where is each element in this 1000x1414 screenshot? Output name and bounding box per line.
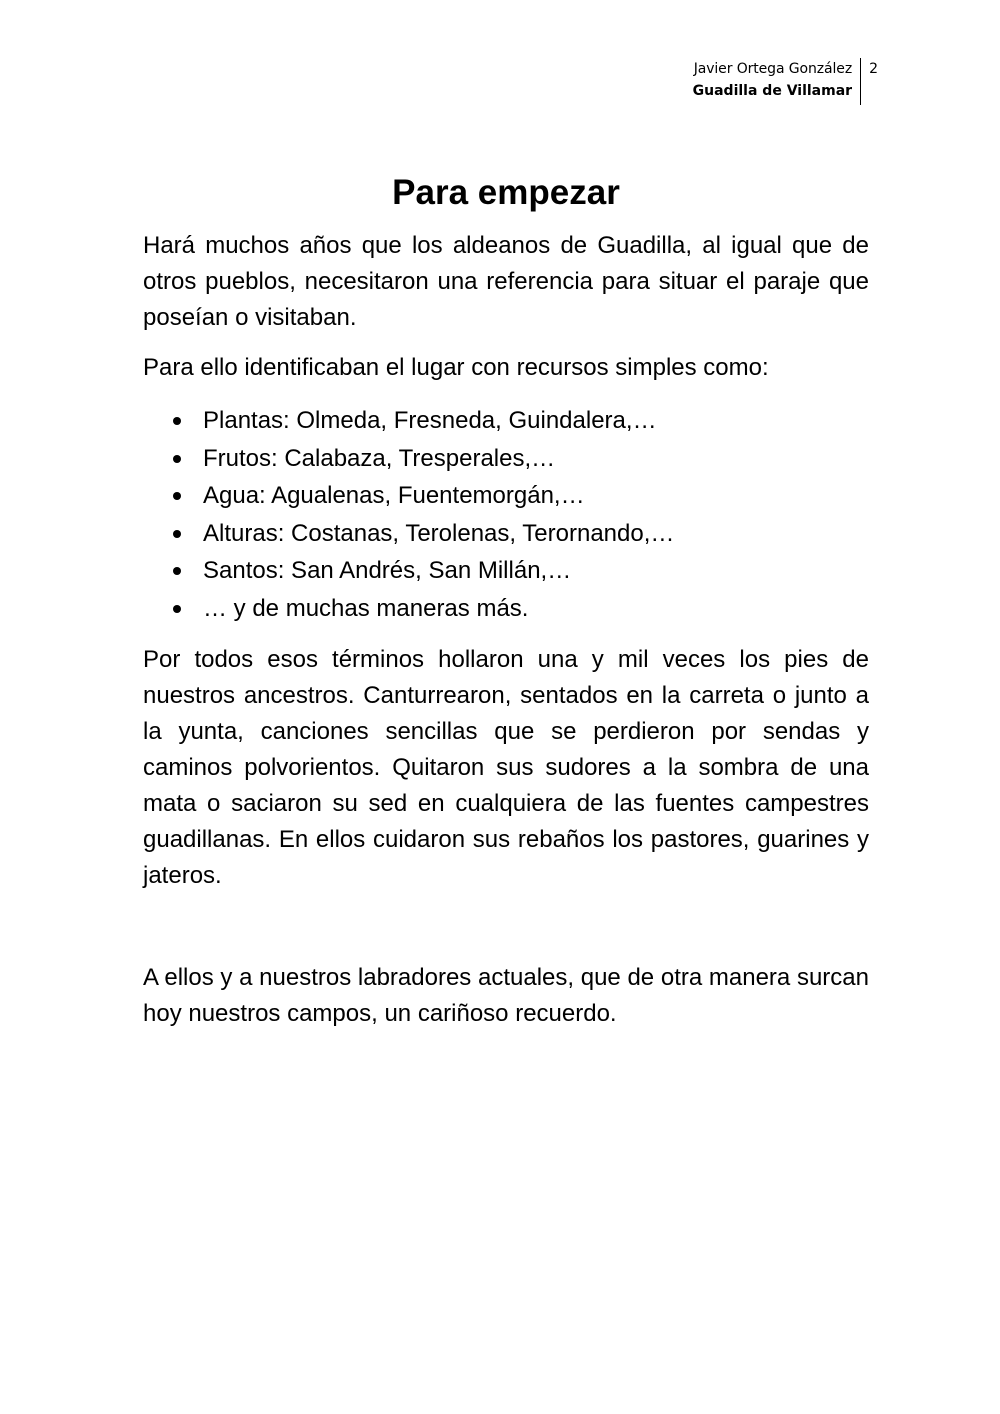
- list-item: [143, 477, 869, 515]
- bullet-dot-icon: [173, 492, 181, 500]
- list-item: [143, 440, 869, 478]
- bullet-dot-icon: [173, 417, 181, 425]
- bullet-dot-icon: [173, 567, 181, 575]
- list-item-text: Agua: Agualenas, Fuentemorgán,…: [203, 482, 585, 509]
- list-item: [143, 590, 869, 628]
- page-header: [693, 58, 878, 105]
- bullet-dot-icon: [173, 530, 181, 538]
- list-item-text: Alturas: Costanas, Terolenas, Terornando,…: [203, 519, 675, 547]
- lead-paragraph: Para ello identificaban el lugar con recursos simples como:: [143, 354, 769, 381]
- bullet-list: [143, 402, 869, 627]
- page-number: 2: [869, 61, 878, 77]
- list-item: [143, 552, 869, 590]
- list-item-text: Frutos: Calabaza, Tresperales,…: [203, 444, 556, 472]
- closing-paragraph: A ellos y a nuestros labradores actuales, que de otra manera surcan hoy nuestros campos, un cariñoso recuerdo.: [143, 964, 869, 1027]
- list-item-text: … y de muchas maneras más.: [203, 594, 529, 622]
- list-item-text: Plantas: Olmeda, Fresneda, Guindalera,…: [203, 407, 657, 434]
- header-text-block: [693, 58, 861, 105]
- intro-paragraph: Hará muchos años que los aldeanos de Guadilla, al igual que de otros pueblos, necesitaron una referencia para situar el paraje que poseían o visitaban.: [143, 232, 869, 331]
- list-item: [143, 515, 869, 553]
- bullet-dot-icon: [173, 605, 181, 613]
- header-author: Javier Ortega González: [693, 61, 853, 77]
- list-item: [143, 402, 869, 440]
- header-place: Guadilla de Villamar: [692, 83, 853, 99]
- page-content: [143, 170, 869, 1032]
- page-title: Para empezar: [392, 173, 620, 212]
- bullet-dot-icon: [173, 455, 181, 463]
- list-item-text: Santos: San Andrés, San Millán,…: [203, 557, 572, 584]
- body-paragraph: Por todos esos términos hollaron una y mil veces los pies de nuestros ancestros. Canturrearon, sentados en la carreta o junto a la yunta, canciones sencillas que se perdieron por sendas y caminos polvorientos. Quitaron sus sudores a la sombra de una mata o saciaron su sed en cualquiera de las fuentes campestres guadillanas. En ellos cuidaron sus rebaños los pastores, guarines y jateros.: [143, 646, 869, 889]
